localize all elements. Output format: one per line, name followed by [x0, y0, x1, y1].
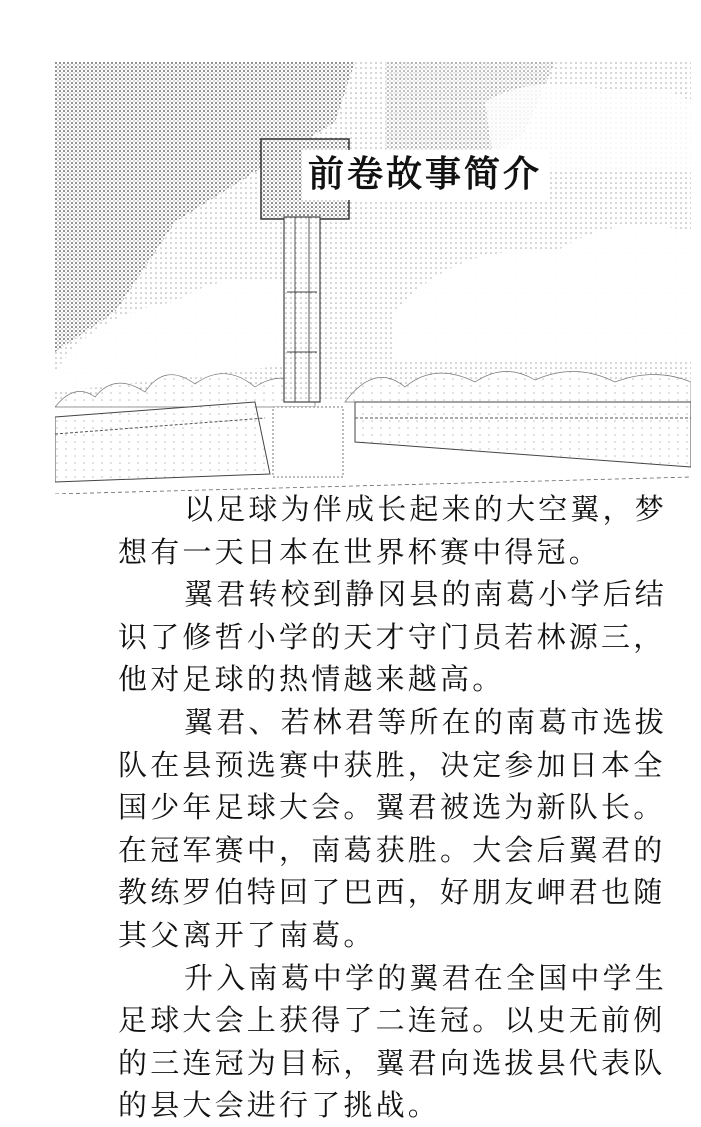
floodlight-scene-graphic — [55, 62, 691, 494]
summary-paragraph: 升入南葛中学的翼君在全国中学生足球大会上获得了二连冠。以史无前例的三连冠为目标，翼君向选拔县代表队的县大会进行了挑战。 — [118, 960, 668, 1123]
summary-paragraph: 翼君转校到静冈县的南葛小学后结识了修哲小学的天才守门员若林源三，他对足球的热情越来越高。 — [118, 577, 668, 697]
stadium-illustration — [55, 62, 691, 494]
summary-body — [118, 488, 678, 1127]
page-title-box — [302, 150, 548, 200]
page-title: 前卷故事简介 — [308, 154, 543, 195]
summary-paragraph: 以足球为伴成长起来的大空翼，梦想有一天日本在世界杯赛中得冠。 — [118, 492, 668, 569]
summary-paragraph: 翼君、若林君等所在的南葛市选拔队在县预选赛中获胜，决定参加日本全国少年足球大会。翼君被选为新队长。在冠军赛中，南葛获胜。大会后翼君的教练罗伯特回了巴西，好朋友岬君也随其父离开了南葛。 — [118, 704, 668, 952]
